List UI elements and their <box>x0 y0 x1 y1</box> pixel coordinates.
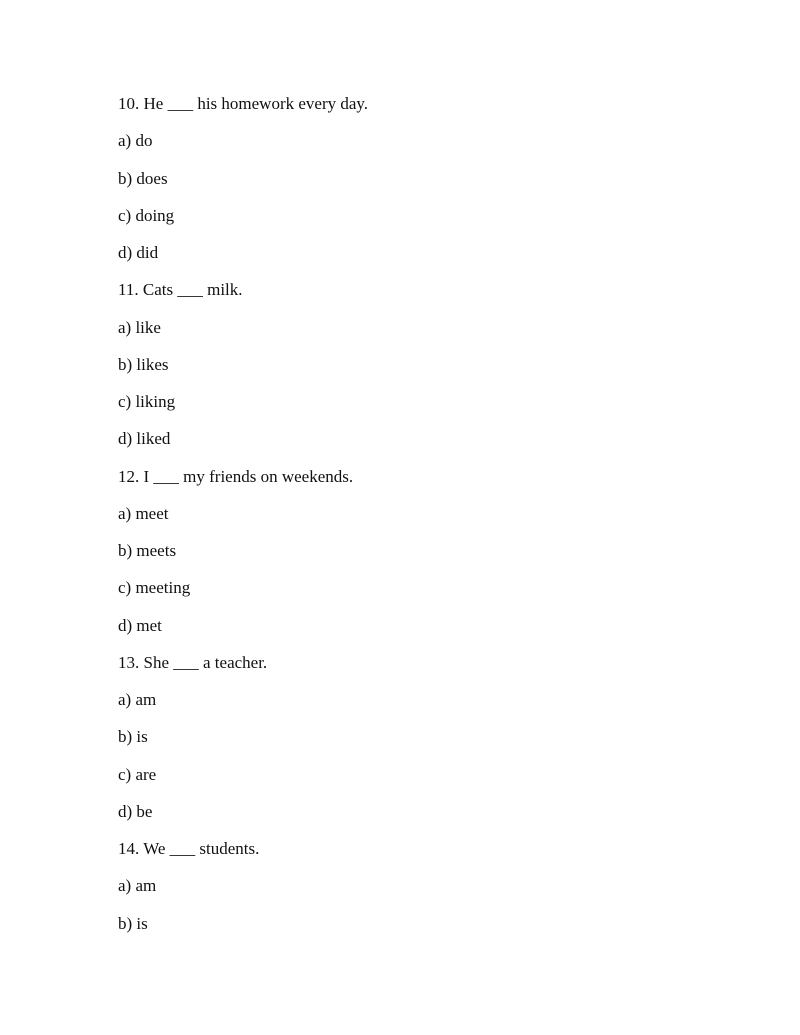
option-a: a) am <box>118 690 157 709</box>
option-a: a) am <box>118 876 157 896</box>
option-d: d) did <box>118 243 159 262</box>
option-c: c) meeting <box>118 578 191 598</box>
question-11 <box>118 279 718 450</box>
question-13 <box>118 652 718 823</box>
question-prompt: 14. We ___ students. <box>118 839 260 858</box>
option-b: b) likes <box>118 354 169 374</box>
option-d: d) met <box>118 615 162 635</box>
option-c: c) liking <box>118 392 176 411</box>
option-d: d) be <box>118 801 153 821</box>
question-12 <box>118 466 718 637</box>
option-b: b) meets <box>118 541 177 560</box>
option-b: b) does <box>118 168 168 188</box>
option-a: a) like <box>118 317 161 337</box>
option-c: c) doing <box>118 205 175 225</box>
question-10 <box>118 93 718 264</box>
option-b: b) is <box>118 727 148 747</box>
question-14 <box>118 838 718 935</box>
option-b: b) is <box>118 913 148 933</box>
option-a: a) meet <box>118 503 169 523</box>
option-a: a) do <box>118 131 153 151</box>
question-prompt: 12. I ___ my friends on weekends. <box>118 466 354 486</box>
question-list <box>118 93 718 950</box>
question-prompt: 13. She ___ a teacher. <box>118 652 268 672</box>
option-d: d) liked <box>118 429 171 449</box>
option-c: c) are <box>118 764 157 784</box>
question-prompt: 11. Cats ___ milk. <box>118 280 243 300</box>
question-prompt: 10. He ___ his homework every day. <box>118 94 369 113</box>
